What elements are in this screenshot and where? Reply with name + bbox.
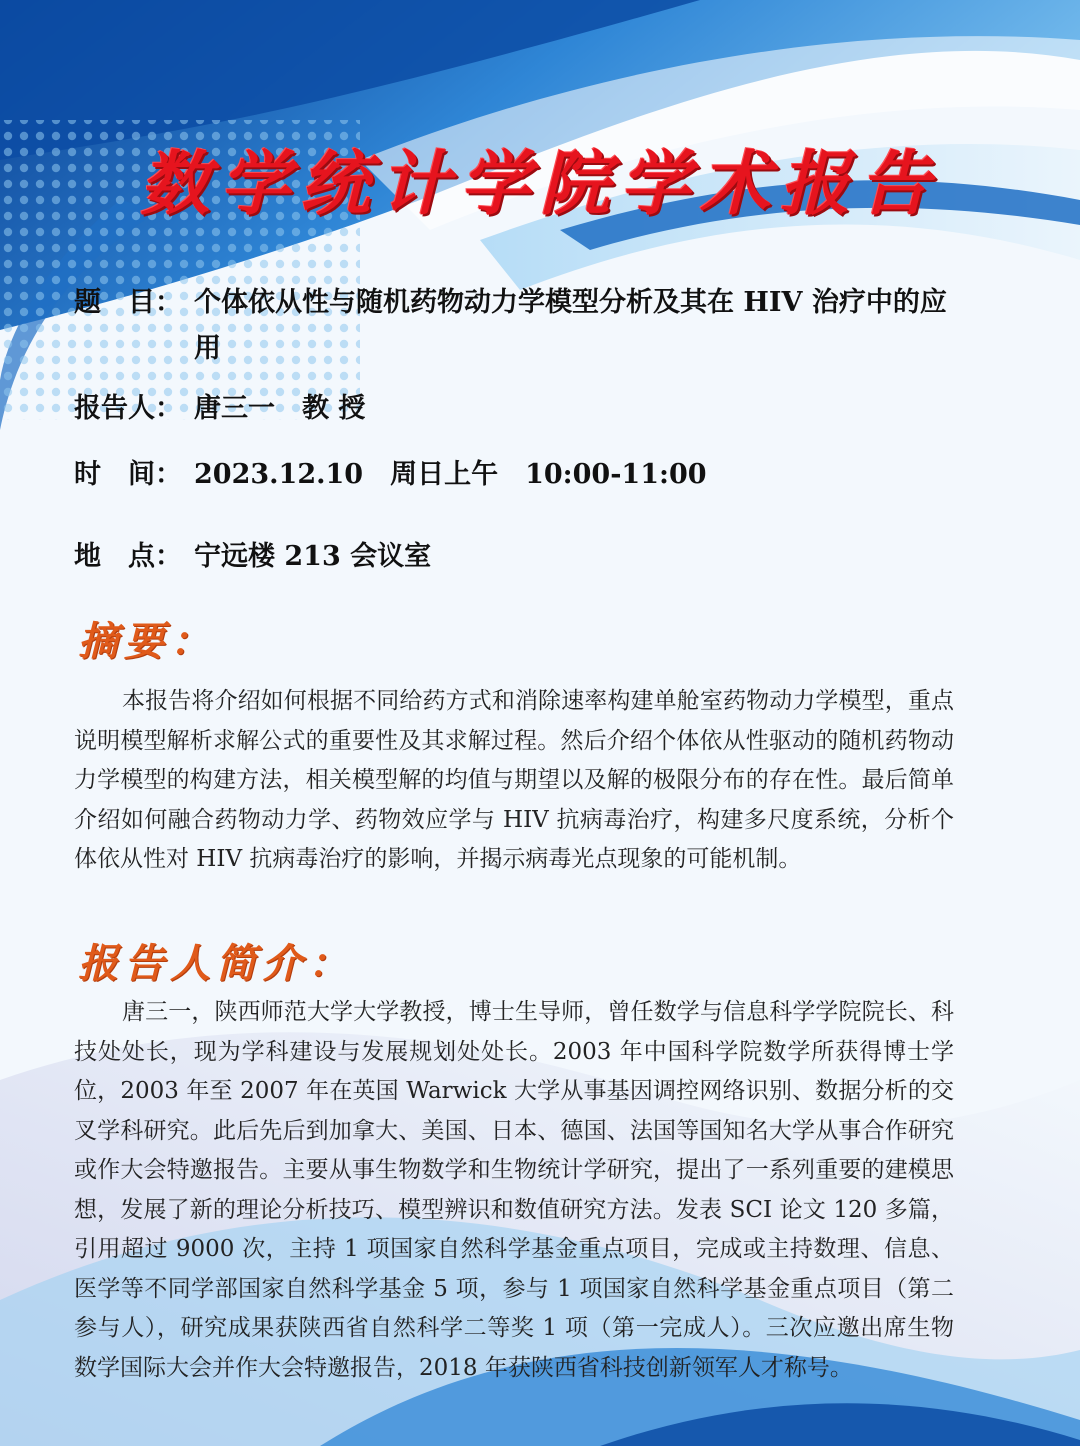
- place-value: 宁远楼 213 会议室: [194, 541, 432, 572]
- place-row: [74, 534, 431, 580]
- bio-text: 唐三一，陕西师范大学大学教授，博士生导师，曾任数学与信息科学学院院长、科技处处长，现为学科建设与发展规划处处长。2003 年中国科学院数学所获得博士学位，2003 年至 2007 年在英国 Warwick 大学从事基因调控网络识别、数据分析的交叉学科研究。此后先后到加拿大、美国、日本、德国、法国等国知名大学从事合作研究或作大会特邀报告。主要从事生物数学和生物统计学研究，提出了一系列重要的建模思想，发展了新的理论分析技巧、模型辨识和数值研究方法。发表 SCI 论文 120 多篇，引用超过 9000 次，主持 1 项国家自然科学基金重点项目，完成或主持数理、信息、医学等不同学部国家自然科学基金 5 项，参与 1 项国家自然科学基金重点项目（第二参与人），研究成果获陕西省自然科学二等奖 1 项（第一完成人）。三次应邀出席生物数学国际大会并作大会特邀报告，2018 年获陕西省科技创新领军人才称号。: [74, 999, 954, 1381]
- time-row: [74, 452, 707, 498]
- abstract-heading: 摘要：: [78, 618, 216, 665]
- bio-heading: 报告人简介：: [78, 940, 354, 987]
- topic-label: 题 目：: [74, 287, 182, 318]
- abstract-text: 本报告将介绍如何根据不同给药方式和消除速率构建单舱室药物动力学模型，重点说明模型解析求解公式的重要性及其求解过程。然后介绍个体依从性驱动的随机药物动力学模型的构建方法，相关模型解的均值与期望以及解的极限分布的存在性。最后简单介绍如何融合药物动力学、药物效应学与 HIV 抗病毒治疗，构建多尺度系统，分析个体依从性对 HIV 抗病毒治疗的影响，并揭示病毒光点现象的可能机制。: [74, 688, 954, 872]
- speaker-value: 唐三一 教 授: [194, 393, 366, 424]
- topic-row: [74, 280, 954, 372]
- speaker-row: [74, 386, 365, 432]
- time-label: 时 间：: [74, 459, 182, 490]
- topic-value: 个体依从性与随机药物动力学模型分析及其在 HIV 治疗中的应用: [194, 287, 947, 364]
- poster-title: 数学统计学院学术报告: [140, 142, 940, 225]
- speaker-label: 报告人：: [74, 393, 182, 424]
- time-value: 2023.12.10 周日上午 10:00-11:00: [194, 459, 707, 490]
- place-label: 地 点：: [74, 541, 182, 572]
